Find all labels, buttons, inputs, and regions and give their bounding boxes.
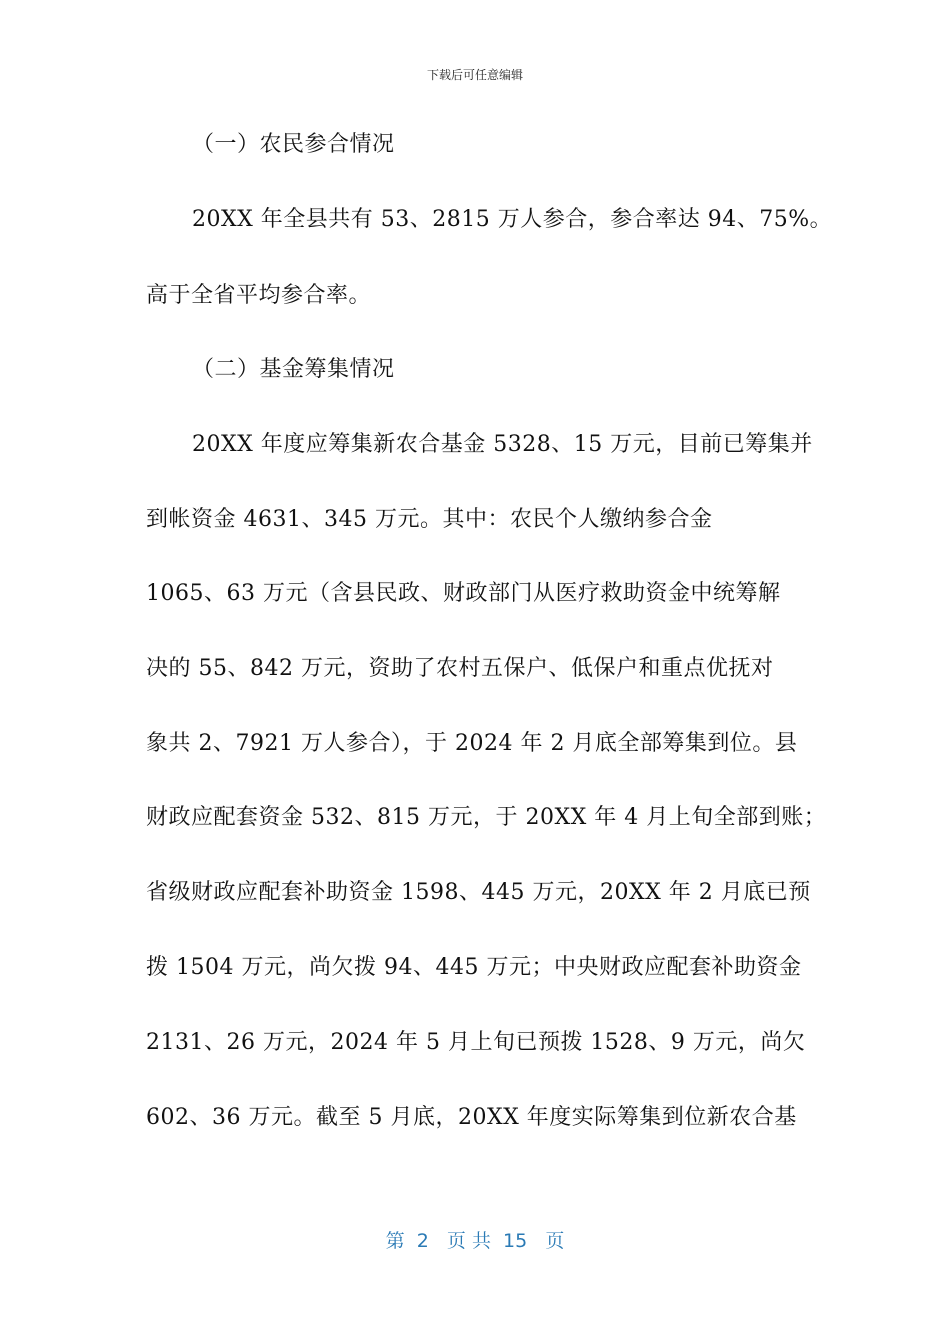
paragraph-line: 象共 2、7921 万人参合），于 2024 年 2 月底全部筹集到位。县 <box>146 731 798 756</box>
paragraph-line: 20XX 年度应筹集新农合基金 5328、15 万元，目前已筹集并 <box>192 432 813 457</box>
page-number-footer: 第 2 页 共 15 页 <box>385 1230 565 1252</box>
section-heading-fund-raising: （二）基金筹集情况 <box>192 357 395 382</box>
paragraph-line: 拨 1504 万元，尚欠拨 94、445 万元；中央财政应配套补助资金 <box>146 955 802 980</box>
section-heading-farmer-participation: （一）农民参合情况 <box>192 132 395 157</box>
paragraph-line: 省级财政应配套补助资金 1598、445 万元，20XX 年 2 月底已预 <box>146 880 811 905</box>
paragraph-line: 财政应配套资金 532、815 万元，于 20XX 年 4 月上旬全部到账； <box>146 805 827 830</box>
paragraph-line: 602、36 万元。截至 5 月底，20XX 年度实际筹集到位新农合基 <box>146 1105 797 1130</box>
paragraph-line: 决的 55、842 万元，资助了农村五保户、低保户和重点优抚对 <box>146 656 774 681</box>
paragraph-line: 到帐资金 4631、345 万元。其中：农民个人缴纳参合金 <box>146 507 713 532</box>
paragraph-line: 1065、63 万元（含县民政、财政部门从医疗救助资金中统筹解 <box>146 581 781 606</box>
paragraph-line: 20XX 年全县共有 53、2815 万人参合，参合率达 94、75%。 <box>192 207 833 232</box>
page-header-note: 下载后可任意编辑 <box>426 68 523 82</box>
paragraph-line: 高于全省平均参合率。 <box>146 283 372 308</box>
paragraph-line: 2131、26 万元，2024 年 5 月上旬已预拨 1528、9 万元，尚欠 <box>146 1030 806 1055</box>
